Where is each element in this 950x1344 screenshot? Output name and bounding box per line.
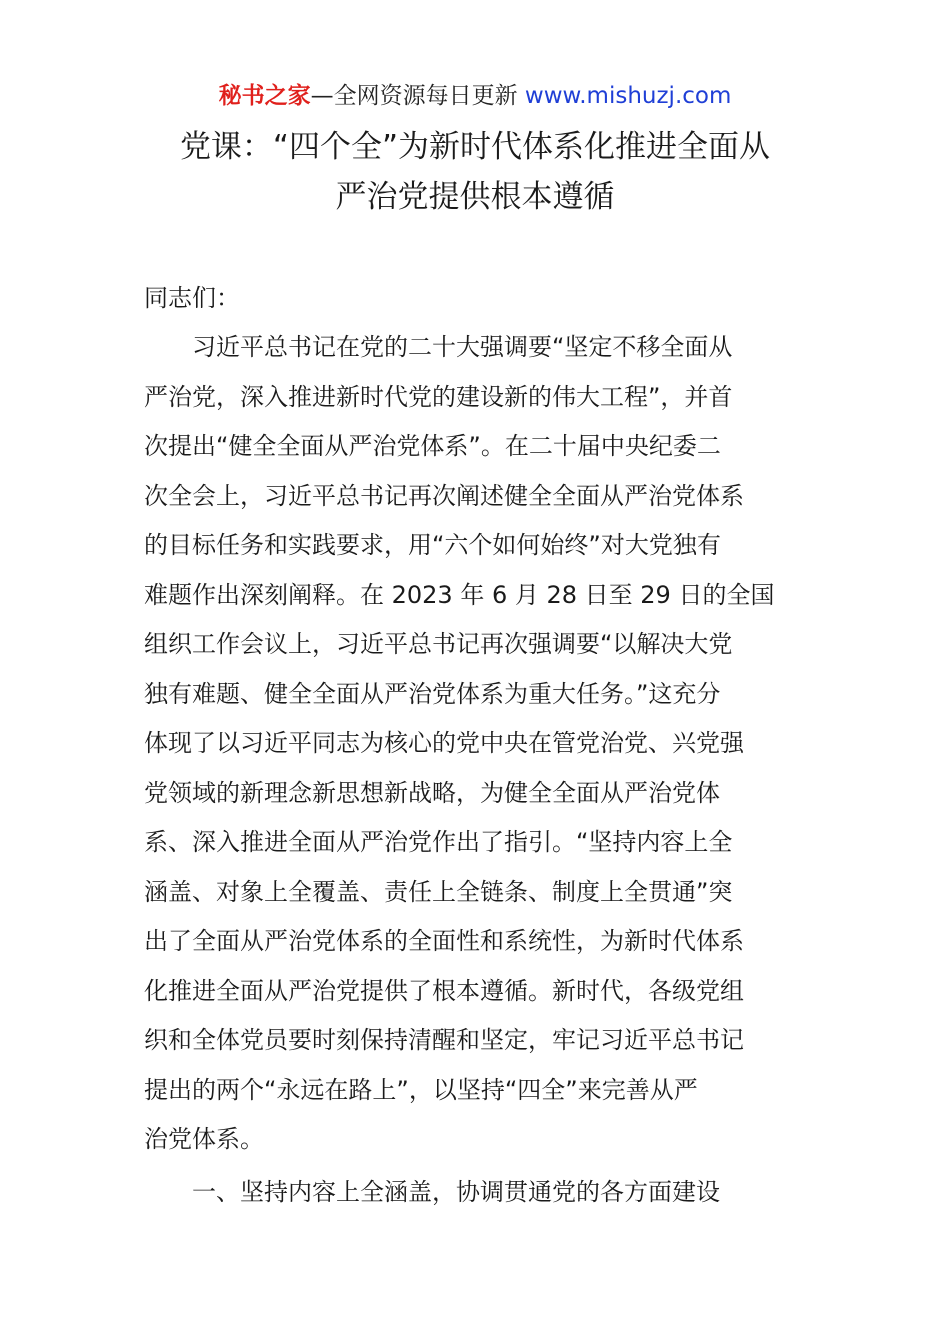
- paragraph-line: 的目标任务和实践要求，用“六个如何始终”对大党独有: [144, 531, 721, 559]
- paragraph-line: 体现了以习近平同志为核心的党中央在管党治党、兴党强: [144, 729, 744, 757]
- title-line-2: 严治党提供根本遵循: [335, 179, 615, 215]
- site-tagline: —全网资源每日更新: [310, 83, 525, 109]
- document-title: [60, 122, 890, 222]
- paragraph-line: 党领域的新理念新思想新战略，为健全全面从严治党体: [144, 778, 720, 807]
- paragraph-line: 提出的两个“永远在路上”，以坚持“四全”来完善从严: [144, 1075, 698, 1104]
- paragraph-line: 习近平总书记在党的二十大强调要“坚定不移全面从: [192, 333, 733, 361]
- paragraph-line: 组织工作会议上，习近平总书记再次强调要“以解决大党: [144, 630, 733, 658]
- paragraph-line: 次提出“健全全面从严治党体系”。在二十届中央纪委二: [144, 432, 721, 460]
- paragraph-line: 难题作出深刻阐释。在 2023 年 6 月 28 日至 29 日的全国: [144, 580, 775, 609]
- paragraph-line: 严治党，深入推进新时代党的建设新的伟大工程”，并首: [144, 382, 733, 411]
- paragraph-line: 织和全体党员要时刻保持清醒和坚定，牢记习近平总书记: [144, 1026, 744, 1054]
- paragraph-line: 出了全面从严治党体系的全面性和系统性，为新时代体系: [144, 927, 744, 955]
- paragraph-line: 化推进全面从严治党提供了根本遵循。新时代，各级党组: [144, 976, 744, 1005]
- title-line-1: 党课：“四个全”为新时代体系化推进全面从: [179, 129, 771, 165]
- greeting: 同志们：: [144, 284, 240, 312]
- paragraph-line: 涵盖、对象上全覆盖、责任上全链条、制度上全贯通”突: [144, 877, 733, 906]
- paragraph-line: 治党体系。: [144, 1125, 264, 1153]
- section-heading-1: 一、坚持内容上全涵盖，协调贯通党的各方面建设: [192, 1178, 720, 1206]
- site-header: [0, 80, 950, 112]
- body-paragraph: [144, 323, 809, 1165]
- paragraph-line: 系、深入推进全面从严治党作出了指引。“坚持内容上全: [144, 828, 733, 856]
- paragraph-line: 独有难题、健全全面从严治党体系为重大任务。”这充分: [144, 679, 721, 708]
- site-brand: 秘书之家: [218, 83, 311, 109]
- site-url-link[interactable]: www.mishuzj.com: [524, 83, 732, 109]
- paragraph-line: 次全会上，习近平总书记再次阐述健全全面从严治党体系: [144, 481, 744, 510]
